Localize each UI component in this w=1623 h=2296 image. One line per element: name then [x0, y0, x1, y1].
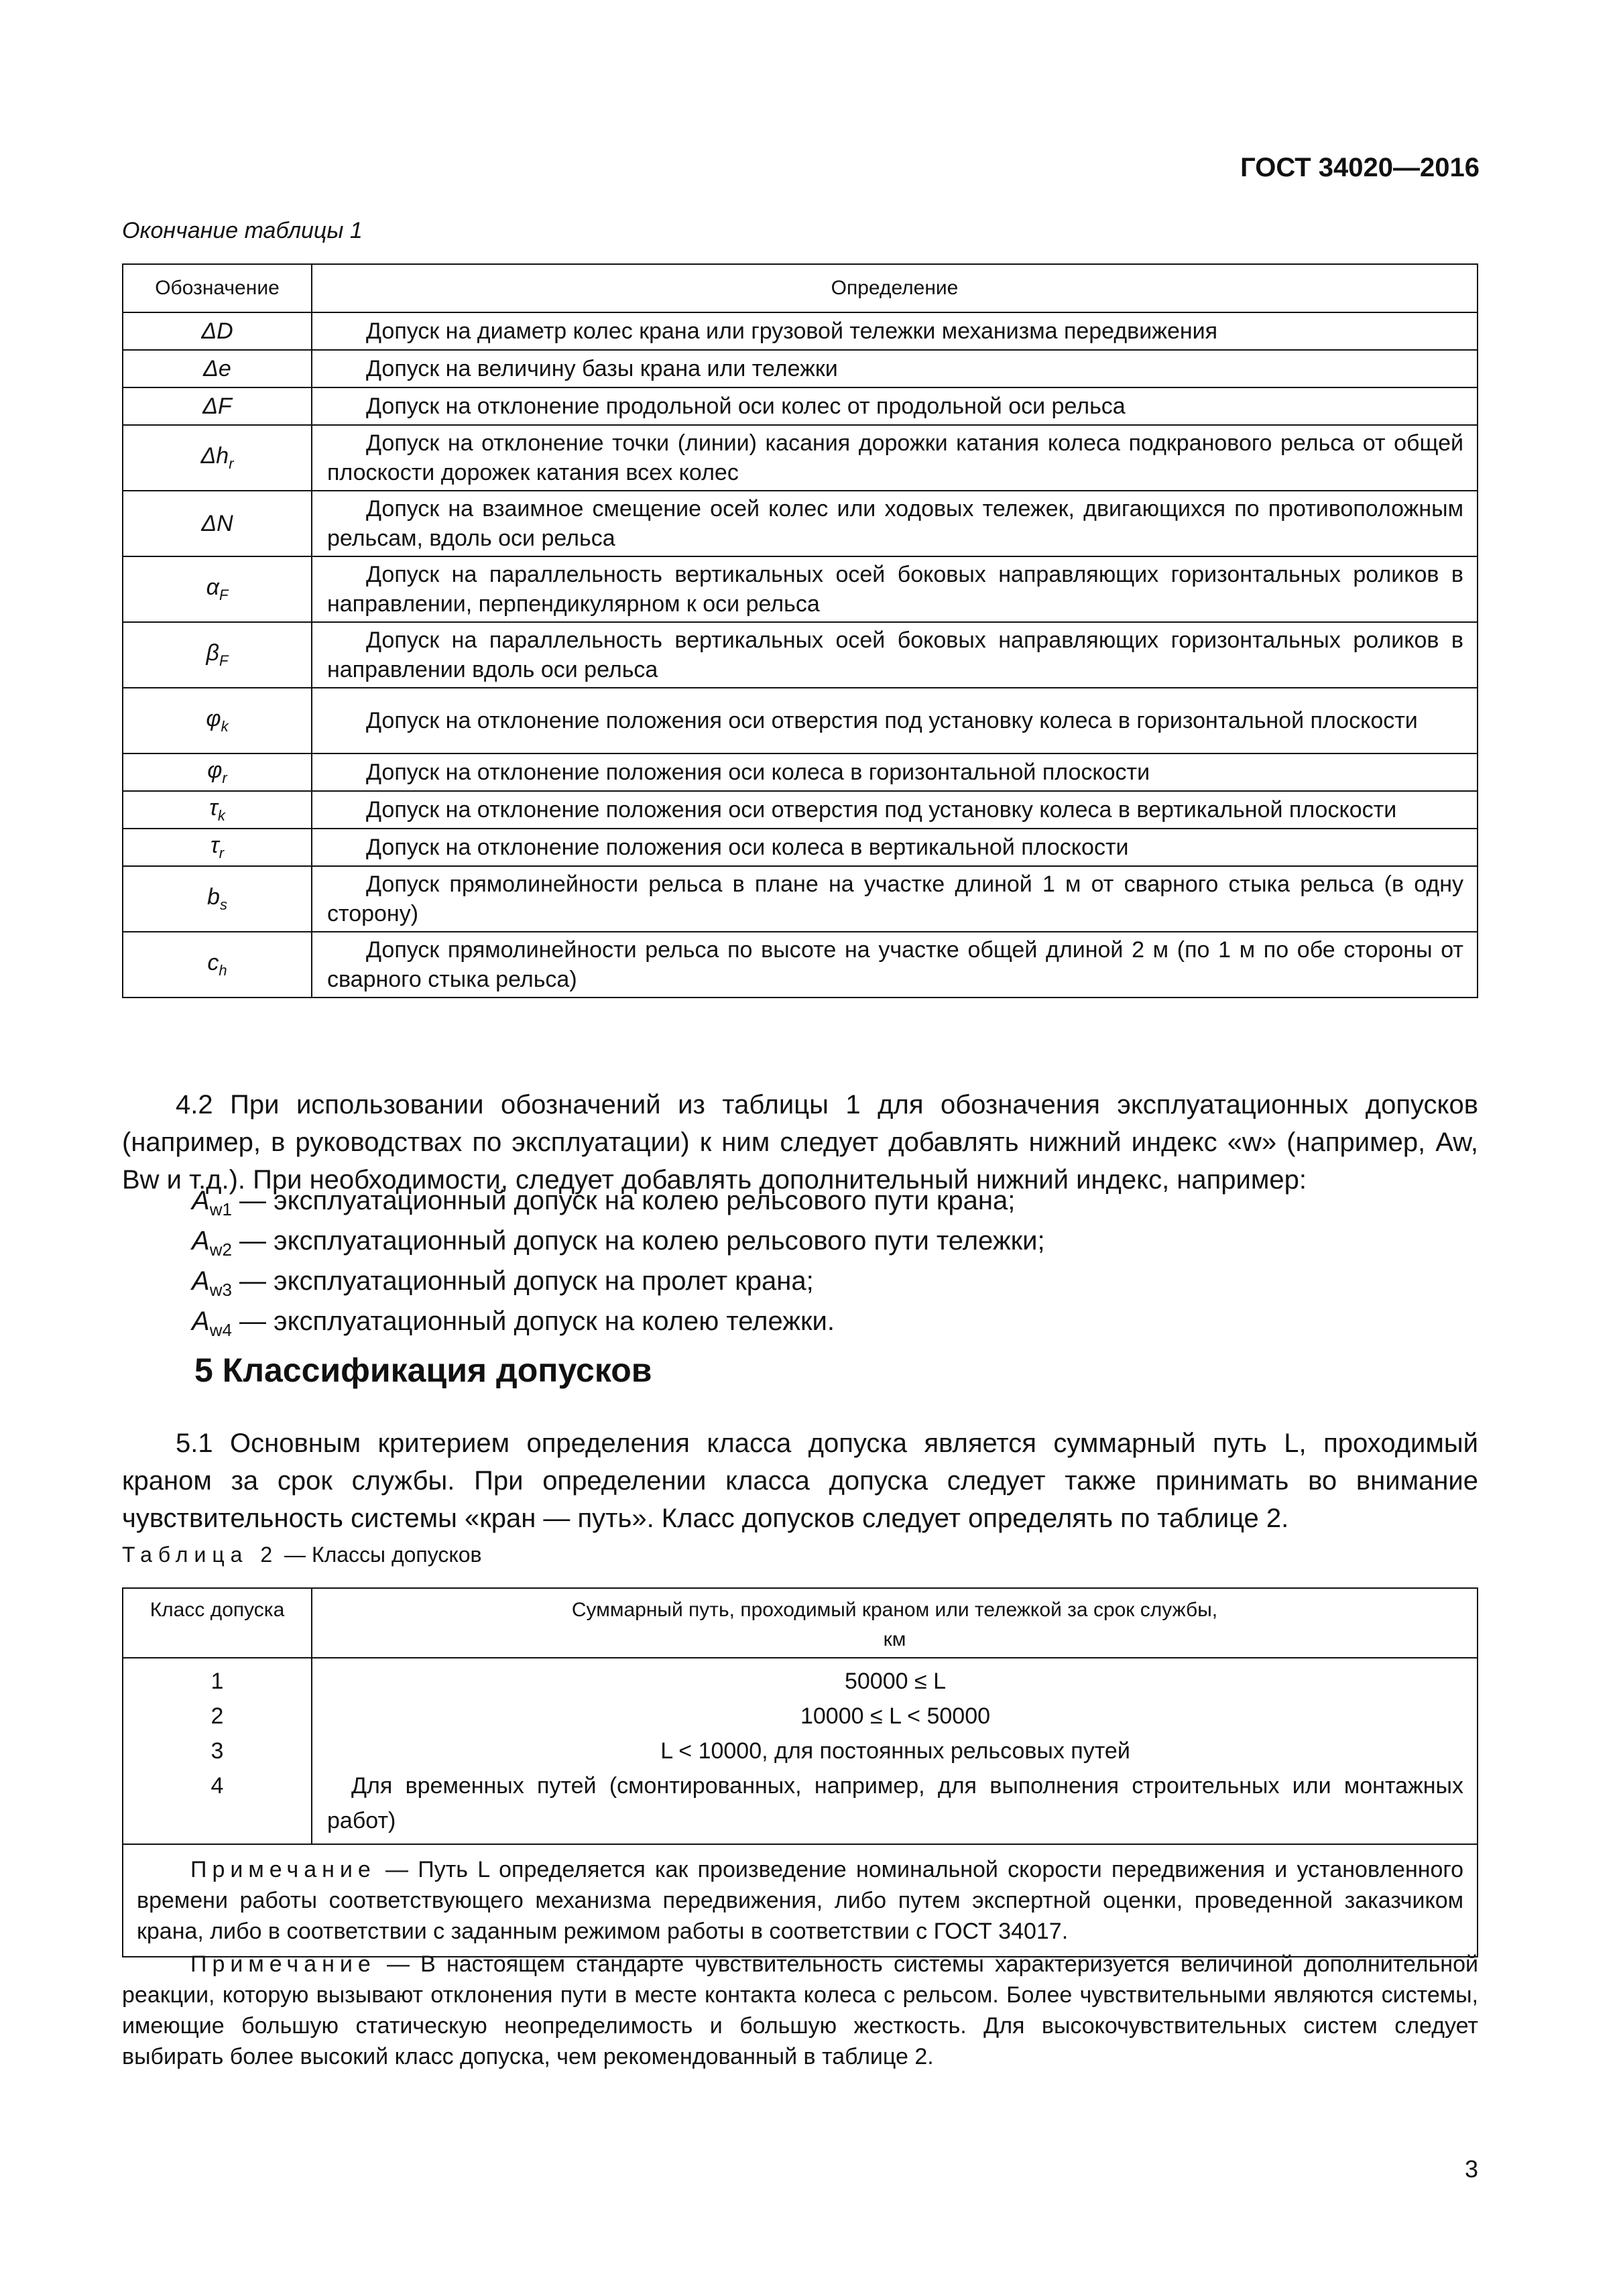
list-item-text: — эксплуатационный допуск на пролет крана; [231, 1266, 814, 1296]
table1-symbol-main: φ [207, 758, 223, 784]
table2-note-text: — Путь L определяется как произведение номинальной скорости передвижения и установленного времени работы соответствующего механизма передвижения, либо путем экспертной оценки, проведенной заказчиком крана, либо в соответствии с заданным режимом работы в соответствии с ГОСТ 34017. [137, 1857, 1463, 1944]
table1-symbol [123, 932, 312, 998]
list-item-subscript: w2 [209, 1240, 232, 1260]
table1-symbol-main: α [206, 575, 219, 601]
table1-definition [312, 425, 1478, 491]
list-item [192, 1262, 814, 1309]
table1-symbol-main: b [207, 884, 220, 910]
table1-symbol-main: c [207, 950, 219, 976]
paragraph-5-1-text: 5.1 Основным критерием определения класса допуска является суммарный путь L, проходимый краном за срок службы. При определении класса допуска следует также принимать во внимание чувствительность системы «кран — путь». Класс допусков следует определять по таблице 2. [122, 1429, 1478, 1533]
table1-symbol [123, 829, 312, 866]
list-item-symbol: A [192, 1186, 210, 1215]
table1-col-symbol: Обозначение [123, 264, 312, 312]
table1-definition-text: Допуск на величину базы крана или тележки [366, 356, 838, 381]
table1-body [123, 312, 1478, 998]
table1-row [123, 491, 1478, 556]
table1 [122, 263, 1478, 998]
table2-class-2: 2 [211, 1703, 224, 1729]
list-item [192, 1182, 1015, 1228]
table2 [122, 1587, 1478, 1957]
section-5-title: 5 Классификация допусков [194, 1351, 652, 1389]
table1-definition-text: Допуск на диаметр колес крана или грузовой тележки механизма передвижения [366, 318, 1218, 344]
bottom-note [122, 1949, 1478, 2072]
paragraph-4-2-text: 4.2 При использовании обозначений из таблицы 1 для обозначения эксплуатационных допусков (например, в руководствах по эксплуатации) к ним следует добавлять нижний индекс «w» (например, Aw, Bw и т.д.). При необходимости, следует добавлять дополнительный нижний индекс, например: [122, 1090, 1478, 1195]
list-item-subscript: w4 [209, 1320, 232, 1340]
table2-value-1: 50000 ≤ L [844, 1669, 946, 1694]
list-item-text: — эксплуатационный допуск на колею рельсового пути тележки; [231, 1226, 1045, 1256]
table2-value-4-text: Для временных путей (смонтированных, например, для выполнения строительных или монтажных работ) [327, 1773, 1463, 1833]
table2-col-path [312, 1588, 1478, 1658]
table1-definition [312, 312, 1478, 350]
table2-col-path-text: Суммарный путь, проходимый краном или тележкой за срок службы, [571, 1599, 1218, 1621]
table1-caption: Окончание таблицы 1 [122, 218, 363, 243]
table1-symbol-main: ΔF [202, 393, 232, 419]
table1-row [123, 425, 1478, 491]
table1-header-row [123, 264, 1478, 312]
table1-symbol-main: ΔD [201, 318, 233, 344]
table1-definition-text: Допуск на отклонение продольной оси колес от продольной оси рельса [366, 394, 1126, 419]
table1-definition-text: Допуск на параллельность вертикальных осей боковых направляющих горизонтальных роликов в направлении вдоль оси рельса [327, 627, 1463, 682]
table1-symbol-main: Δe [203, 355, 231, 381]
list-item-symbol: A [192, 1226, 210, 1256]
table1-symbol [123, 425, 312, 491]
table1-definition [312, 491, 1478, 556]
table1-row [123, 350, 1478, 387]
paragraph-5-1 [122, 1425, 1478, 1537]
list-item-symbol: A [192, 1266, 210, 1296]
table1-row [123, 387, 1478, 425]
table2-note-row [123, 1844, 1478, 1957]
table1-definition [312, 556, 1478, 622]
table1-symbol-main: τ [209, 795, 218, 821]
table1-definition [312, 866, 1478, 932]
list-item [192, 1303, 835, 1349]
table1-definition-text: Допуск прямолинейности рельса по высоте на участке общей длиной 2 м (по 1 м по обе стороны от сварного стыка рельса) [327, 937, 1463, 992]
table2-caption [122, 1543, 482, 1567]
table2-note [123, 1844, 1478, 1957]
list-item-symbol: A [192, 1307, 210, 1336]
table1-row [123, 556, 1478, 622]
table1-symbol-subscript: h [219, 961, 227, 979]
table1-definition [312, 829, 1478, 866]
table2-class-3: 3 [211, 1738, 224, 1764]
table1-row [123, 932, 1478, 998]
table1-symbol-subscript: k [217, 806, 225, 824]
table1-row [123, 866, 1478, 932]
table2-col-unit: км [883, 1628, 906, 1650]
table1-row [123, 791, 1478, 829]
table1-symbol-subscript: F [219, 586, 229, 603]
table1-symbol [123, 791, 312, 829]
table1-symbol-main: Δh [200, 443, 229, 469]
standard-code: ГОСТ 34020—2016 [1240, 153, 1480, 182]
table1-row [123, 622, 1478, 688]
table1-symbol-main: φ [206, 706, 221, 732]
table1-definition [312, 932, 1478, 998]
table1-symbol-subscript: r [219, 844, 225, 861]
table2-classes-cell [123, 1658, 312, 1844]
table1-symbol-subscript: F [219, 652, 229, 669]
table1-symbol [123, 350, 312, 387]
table1-symbol [123, 753, 312, 791]
table1-row [123, 829, 1478, 866]
table1-definition-text: Допуск на отклонение положения оси колеса в горизонтальной плоскости [366, 760, 1150, 785]
table2-value-3: L < 10000, для постоянных рельсовых путей [660, 1738, 1130, 1764]
list-item-subscript: w1 [209, 1199, 232, 1219]
list-item-text: — эксплуатационный допуск на колею тележки. [231, 1307, 835, 1336]
table1-symbol-subscript: r [229, 455, 234, 472]
table2-caption-rest: — Классы допусков [278, 1543, 482, 1567]
table1-definition [312, 753, 1478, 791]
bottom-note-label: Примечание [190, 1951, 376, 1977]
table1-definition [312, 688, 1478, 753]
table2-value-2: 10000 ≤ L < 50000 [800, 1703, 991, 1729]
table2-caption-word: Таблица 2 [122, 1543, 279, 1567]
table2-class-4: 4 [211, 1773, 224, 1799]
table1-symbol [123, 491, 312, 556]
table2-class-1: 1 [211, 1669, 224, 1694]
table1-definition-text: Допуск прямолинейности рельса в плане на участке длиной 1 м от сварного стыка рельса (в одну сторону) [327, 871, 1463, 926]
table1-symbol [123, 387, 312, 425]
table1-definition-text: Допуск на отклонение положения оси отверстия под установку колеса в горизонтальной плоскости [366, 708, 1418, 733]
table1-definition [312, 387, 1478, 425]
table1-row [123, 753, 1478, 791]
page-number: 3 [1464, 2155, 1478, 2183]
table1-row [123, 688, 1478, 753]
table1-symbol-subscript: k [221, 717, 229, 735]
table1-symbol [123, 556, 312, 622]
table1-definition [312, 350, 1478, 387]
table1-symbol [123, 866, 312, 932]
table1-symbol [123, 688, 312, 753]
table1-definition [312, 622, 1478, 688]
list-item-text: — эксплуатационный допуск на колею рельсового пути крана; [231, 1186, 1016, 1215]
table1-definition-text: Допуск на параллельность вертикальных осей боковых направляющих горизонтальных роликов в направлении, перпендикулярном к оси рельса [327, 562, 1463, 617]
table2-values-cell [312, 1658, 1478, 1844]
table1-symbol-main: τ [210, 833, 219, 859]
table1-row [123, 312, 1478, 350]
table1-symbol-subscript: r [222, 769, 227, 786]
table1-definition-text: Допуск на отклонение точки (линии) касания дорожки катания колеса подкранового рельса от общей плоскости дорожек катания всех колес [327, 430, 1463, 485]
bottom-note-text: — В настоящем стандарте чувствительность системы характеризуется величиной дополнительной реакции, которую вызывают отклонения пути в месте контакта колеса с рельсом. Более чувствительными являются системы, имеющие большую статическую неопределимость и большую жесткость. Для высокочувствительных систем следует выбирать более высокий класс допуска, чем рекомендованный в таблице 2. [122, 1951, 1478, 2069]
table2-note-label: Примечание [190, 1857, 376, 1882]
table1-definition [312, 791, 1478, 829]
table1-symbol-main: ΔN [201, 510, 233, 536]
table1-symbol-subscript: s [219, 896, 227, 913]
table1-symbol [123, 312, 312, 350]
table2-value-4 [327, 1768, 1463, 1838]
list-item [192, 1222, 1045, 1268]
table1-definition-text: Допуск на отклонение положения оси колеса в вертикальной плоскости [366, 835, 1129, 860]
table1-symbol [123, 622, 312, 688]
table1-col-definition: Определение [312, 264, 1478, 312]
table1-symbol-main: β [206, 640, 219, 666]
list-item-subscript: w3 [209, 1280, 232, 1300]
table2-data-row [123, 1658, 1478, 1844]
table1-definition-text: Допуск на отклонение положения оси отверстия под установку колеса в вертикальной плоскости [366, 797, 1397, 823]
table2-header-row [123, 1588, 1478, 1658]
table1-definition-text: Допуск на взаимное смещение осей колес или ходовых тележек, двигающихся по противоположным рельсам, вдоль оси рельса [327, 496, 1463, 551]
table2-col-class: Класс допуска [123, 1588, 312, 1658]
